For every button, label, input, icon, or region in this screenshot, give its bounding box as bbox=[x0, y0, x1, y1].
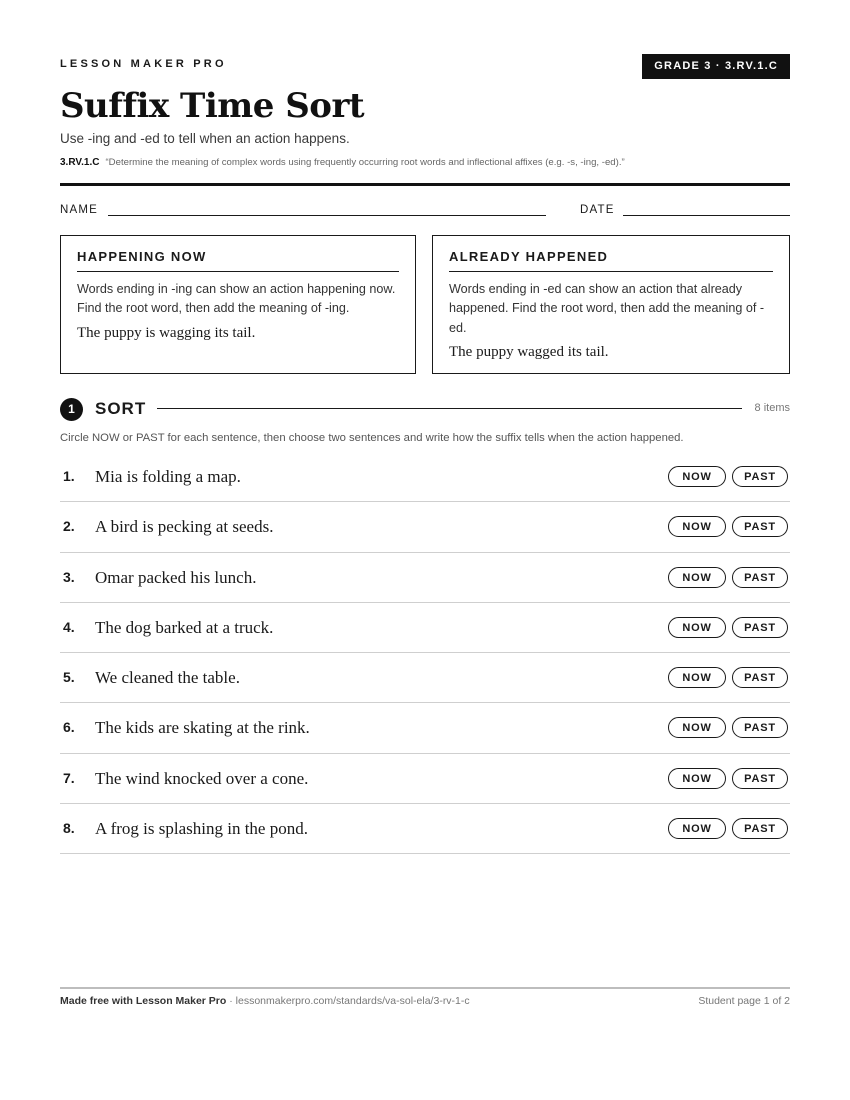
now-choice[interactable]: NOW bbox=[668, 516, 726, 537]
item-number: 5. bbox=[63, 669, 75, 686]
past-choice[interactable]: PAST bbox=[732, 567, 788, 588]
box-text: Words ending in -ing can show an action happening now. Find the root word, then add the meaning of -ing. bbox=[77, 282, 396, 316]
item-number: 6. bbox=[63, 719, 75, 736]
name-label: NAME bbox=[60, 204, 99, 216]
item-number: 7. bbox=[63, 769, 75, 786]
past-choice[interactable]: PAST bbox=[732, 466, 788, 487]
sort-item bbox=[60, 603, 790, 653]
now-choice[interactable]: NOW bbox=[668, 667, 726, 688]
standard-reference bbox=[60, 157, 625, 168]
item-sentence: A bird is pecking at seeds. bbox=[95, 517, 274, 537]
sort-item bbox=[60, 653, 790, 703]
now-choice[interactable]: NOW bbox=[668, 466, 726, 487]
brand-name: LESSON MAKER PRO bbox=[60, 58, 227, 70]
footer-divider bbox=[60, 987, 790, 989]
past-choice[interactable]: PAST bbox=[732, 717, 788, 738]
footer-url[interactable]: · lessonmakerpro.com/standards/va-sol-ela/3-rv-1-c bbox=[226, 995, 470, 1007]
item-sentence: A frog is splashing in the pond. bbox=[95, 819, 308, 839]
sort-item bbox=[60, 502, 790, 552]
now-choice[interactable]: NOW bbox=[668, 768, 726, 789]
made-with-text: Made free with Lesson Maker Pro bbox=[60, 995, 227, 1007]
item-sentence: Omar packed his lunch. bbox=[95, 567, 257, 587]
item-number: 2. bbox=[63, 518, 75, 535]
past-choice[interactable]: PAST bbox=[732, 818, 788, 839]
past-choice[interactable]: PAST bbox=[732, 667, 788, 688]
happening-now-box bbox=[60, 235, 416, 374]
section-title: SORT bbox=[95, 399, 147, 418]
section-instructions: Circle NOW or PAST for each sentence, then choose two sentences and write how the suffix tells when the action happened. bbox=[60, 432, 684, 444]
box-heading: ALREADY HAPPENED bbox=[449, 249, 773, 272]
sort-item bbox=[60, 553, 790, 603]
standard-code: 3.RV.1.C bbox=[60, 157, 100, 168]
sort-item bbox=[60, 804, 790, 854]
sort-item bbox=[60, 703, 790, 753]
item-number: 1. bbox=[63, 468, 75, 484]
item-number: 3. bbox=[63, 568, 75, 585]
section-number-badge: 1 bbox=[60, 398, 83, 421]
item-number: 4. bbox=[63, 618, 75, 635]
item-sentence: Mia is folding a map. bbox=[95, 467, 241, 486]
sort-item-list bbox=[60, 452, 790, 854]
footer-credit bbox=[60, 995, 470, 1007]
section-divider bbox=[157, 408, 742, 409]
now-choice[interactable]: NOW bbox=[668, 818, 726, 839]
sort-item bbox=[60, 452, 790, 502]
date-label: DATE bbox=[580, 204, 615, 216]
past-choice[interactable]: PAST bbox=[732, 617, 788, 638]
already-happened-box bbox=[432, 235, 790, 374]
item-count: 8 items bbox=[754, 402, 790, 414]
now-choice[interactable]: NOW bbox=[668, 717, 726, 738]
item-sentence: We cleaned the table. bbox=[95, 668, 240, 688]
item-sentence: The wind knocked over a cone. bbox=[95, 768, 309, 788]
item-sentence: The kids are skating at the rink. bbox=[95, 718, 310, 738]
grade-badge: GRADE 3 · 3.RV.1.C bbox=[642, 54, 790, 79]
worksheet-page bbox=[60, 0, 790, 1100]
box-example: The puppy is wagging its tail. bbox=[77, 324, 256, 341]
now-choice[interactable]: NOW bbox=[668, 617, 726, 638]
past-choice[interactable]: PAST bbox=[732, 516, 788, 537]
item-number: 8. bbox=[63, 820, 75, 837]
item-sentence: The dog barked at a truck. bbox=[95, 617, 274, 637]
standard-text: “Determine the meaning of complex words using frequently occurring root words and inflectional affixes (e.g. -s, -ing, -ed).” bbox=[105, 157, 625, 168]
name-field[interactable] bbox=[108, 215, 546, 216]
date-field[interactable] bbox=[623, 215, 790, 216]
header-divider bbox=[60, 183, 790, 186]
worksheet-title: Suffix Time Sort bbox=[60, 86, 365, 126]
sort-item bbox=[60, 754, 790, 804]
now-choice[interactable]: NOW bbox=[668, 567, 726, 588]
box-example: The puppy wagged its tail. bbox=[449, 344, 609, 361]
worksheet-subtitle: Use -ing and -ed to tell when an action happens. bbox=[60, 131, 350, 146]
box-text: Words ending in -ed can show an action that already happened. Find the root word, then add the meaning of -ed. bbox=[449, 282, 765, 335]
page-indicator: Student page 1 of 2 bbox=[698, 995, 790, 1007]
box-heading: HAPPENING NOW bbox=[77, 249, 399, 272]
past-choice[interactable]: PAST bbox=[732, 768, 788, 789]
